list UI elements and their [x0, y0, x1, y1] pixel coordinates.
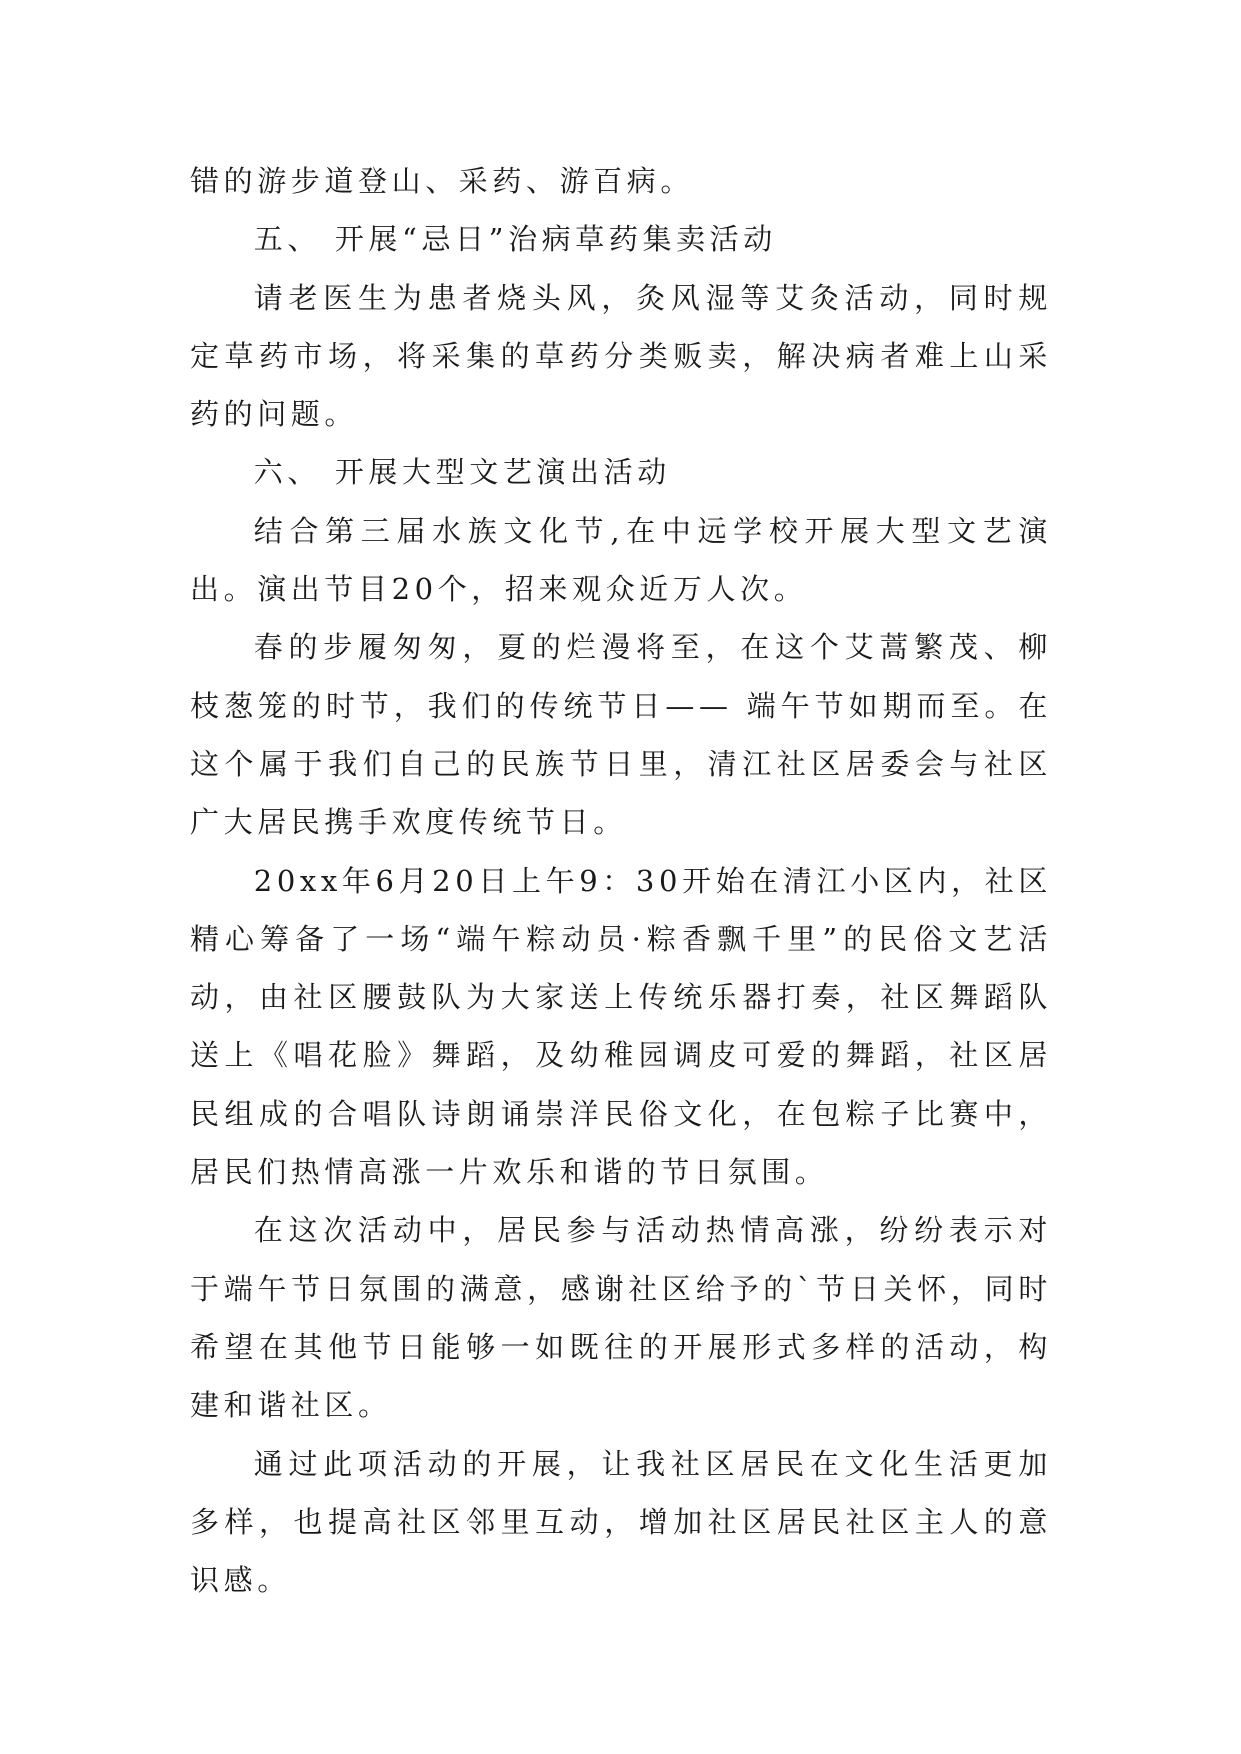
section-heading-six: 六、 开展大型文艺演出活动	[253, 455, 671, 490]
paragraph-continued: 错的游步道登山、采药、游百病。	[190, 164, 695, 198]
paragraph: 请老医生为患者烧头风，灸风湿等艾灸活动，同时规定草药市场，将采集的草药分类贩卖，解决病者难上山采药的问题。	[190, 280, 1052, 432]
paragraph: 20xx年6月20日上午9：30开始在清江小区内，社区精心筹备了一场“端午粽动员·粽香飘千里”的民俗文艺活动，由社区腰鼓队为大家送上传统乐器打奏，社区舞蹈队送上《唱花脸》舞蹈，及幼稚园调皮可爱的舞蹈，社区居民组成的合唱队诗朗诵崇洋民俗文化，在包粽子比赛中，居民们热情高涨一片欢乐和谐的节日氛围。	[190, 863, 1052, 1190]
paragraph: 通过此项活动的开展，让我社区居民在文化生活更加多样，也提高社区邻里互动，增加社区居民社区主人的意识感。	[190, 1446, 1052, 1598]
paragraph: 春的步履匆匆，夏的烂漫将至，在这个艾蒿繁茂、柳枝葱笼的时节，我们的传统节日—— 端午节如期而至。在这个属于我们自己的民族节日里，清江社区居委会与社区广大居民携手欢度传统节日。	[190, 630, 1052, 840]
document-body	[190, 152, 1052, 1609]
paragraph: 在这次活动中，居民参与活动热情高涨，纷纷表示对于端午节日氛围的满意，感谢社区给予的`节日关怀，同时希望在其他节日能够一如既往的开展形式多样的活动，构建和谐社区。	[190, 1213, 1052, 1423]
section-heading-five: 五、 开展“忌日”治病草药集卖活动	[253, 222, 777, 257]
paragraph: 结合第三届水族文化节,在中远学校开展大型文艺演出。演出节目20个，招来观众近万人次。	[190, 513, 1052, 607]
